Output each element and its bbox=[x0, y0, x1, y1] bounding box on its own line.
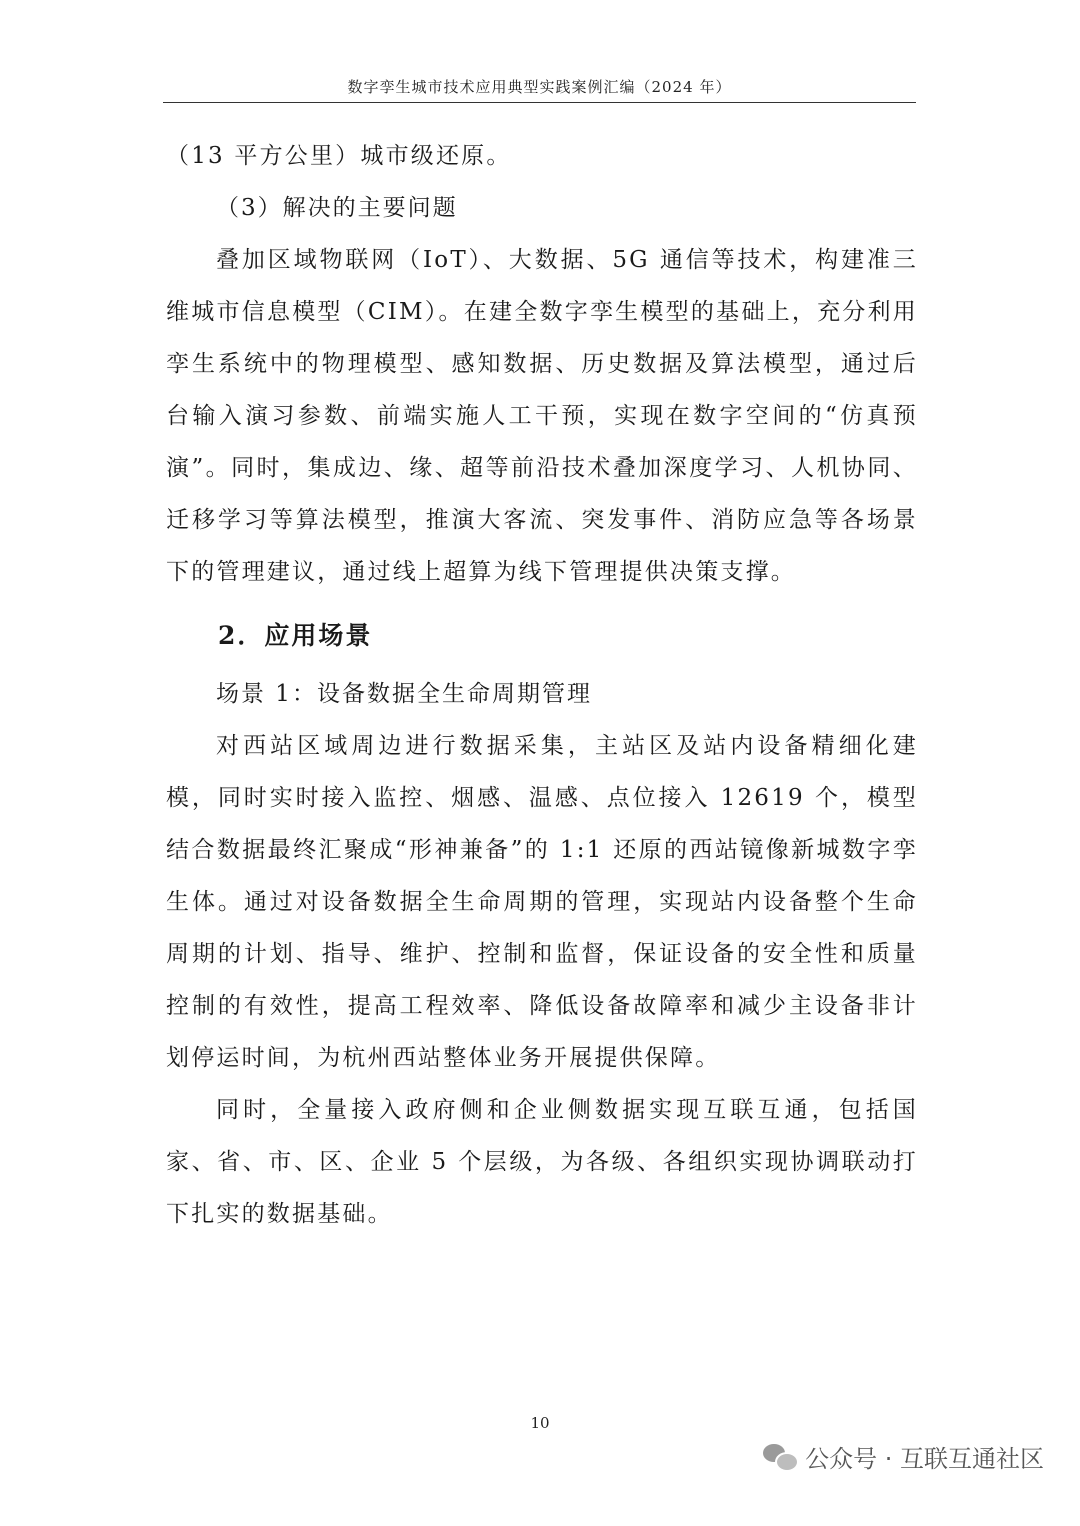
scene-title: 场景 1：设备数据全生命周期管理 bbox=[216, 681, 592, 707]
wechat-icon bbox=[763, 1442, 797, 1470]
section-heading: 2．应用场景 bbox=[218, 621, 373, 650]
continuation-line: （13 平方公里）城市级还原。 bbox=[166, 143, 512, 169]
body-paragraph-3: 同时，全量接入政府侧和企业侧数据实现互联互通，包括国家、省、市、区、企业 5 个层级，为各级、各组织实现协调联动打下扎实的数据基础。 bbox=[166, 1097, 918, 1227]
page-number: 10 bbox=[530, 1414, 550, 1432]
header-rule bbox=[163, 102, 916, 103]
body-paragraph-2: 对西站区域周边进行数据采集，主站区及站内设备精细化建模，同时实时接入监控、烟感、温感、点位接入 12619 个，模型结合数据最终汇聚成“形神兼备”的 1:1 还原的西站镜像新城数字孪生体。通过对设备数据全生命周期的管理，实现站内设备整个生命周期的计划、指导、维护、控制和监督，保证设备的安全性和质量控制的有效性，提高工程效率、降低设备故障率和减少主设备非计划停运时间，为杭州西站整体业务开展提供保障。 bbox=[166, 733, 918, 1071]
page-body bbox=[166, 130, 918, 1240]
body-paragraph-1: 叠加区域物联网（IoT）、大数据、5G 通信等技术，构建准三维城市信息模型（CIM）。在建全数字孪生模型的基础上，充分利用孪生系统中的物理模型、感知数据、历史数据及算法模型，通过后台输入演习参数、前端实施人工干预，实现在数字空间的“仿真预演”。同时，集成边、缘、超等前沿技术叠加深度学习、人机协同、迁移学习等算法模型，推演大客流、突发事件、消防应急等各场景下的管理建议，通过线上超算为线下管理提供决策支撑。 bbox=[166, 247, 918, 585]
watermark bbox=[763, 1436, 1044, 1476]
watermark-text: 公众号 · 互联互通社区 bbox=[805, 1444, 1044, 1473]
subheading: （3）解决的主要问题 bbox=[216, 195, 458, 221]
running-header: 数字孪生城市技术应用典型实践案例汇编（2024 年） bbox=[347, 78, 732, 96]
